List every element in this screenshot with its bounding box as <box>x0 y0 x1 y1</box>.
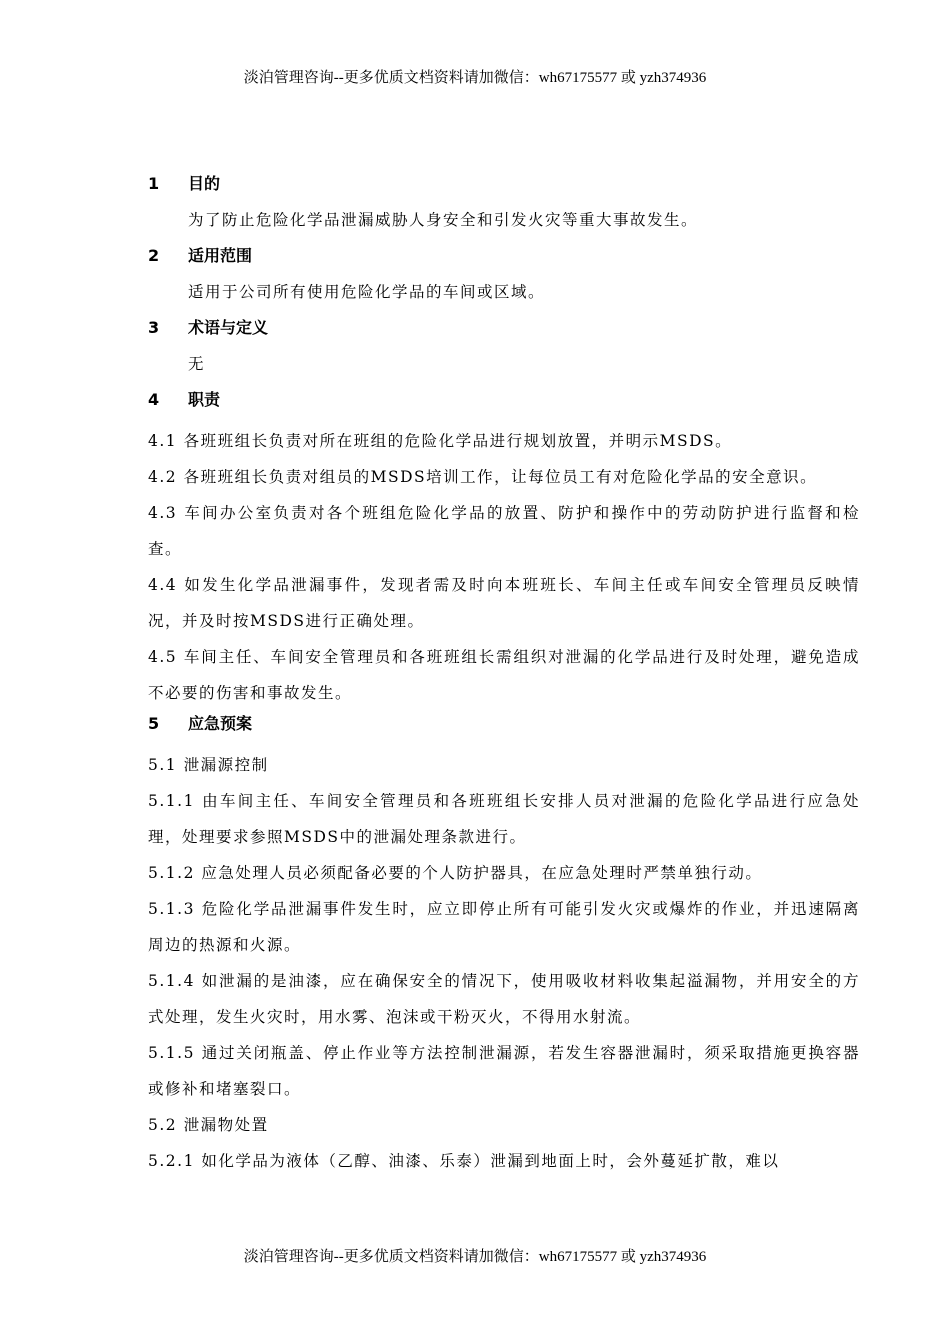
section-number: 3 <box>148 318 160 337</box>
section-heading-2 <box>148 243 860 279</box>
section-number: 5 <box>148 714 160 733</box>
section-heading-4 <box>148 387 860 423</box>
section-title: 术语与定义 <box>188 318 269 337</box>
subsection-5-1: 5.1 泄漏源控制 <box>148 756 269 774</box>
clause-5-1-4: 5.1.4 如泄漏的是油漆，应在确保安全的情况下，使用吸收材料收集起溢漏物，并用安全的方式处理，发生火灾时，用水雾、泡沫或干粉灭火，不得用水射流。 <box>148 972 860 1026</box>
section-title: 应急预案 <box>188 714 253 733</box>
section-number: 1 <box>148 174 160 193</box>
section-body-1: 为了防止危险化学品泄漏威胁人身安全和引发火灾等重大事故发生。 <box>188 211 699 229</box>
section-heading-3 <box>148 315 860 351</box>
page-footer: 淡泊管理咨询--更多优质文档资料请加微信：wh67175577 或 yzh374936 <box>243 1249 707 1265</box>
clause-5-1-3: 5.1.3 危险化学品泄漏事件发生时，应立即停止所有可能引发火灾或爆炸的作业，并迅速隔离周边的热源和火源。 <box>148 900 860 954</box>
subsection-5-2: 5.2 泄漏物处置 <box>148 1116 269 1134</box>
section-heading-5 <box>148 711 860 747</box>
clause-5-1-2: 5.1.2 应急处理人员必须配备必要的个人防护器具，在应急处理时严禁单独行动。 <box>148 864 763 882</box>
clause-5-1-1: 5.1.1 由车间主任、车间安全管理员和各班班组长安排人员对泄漏的危险化学品进行应急处理，处理要求参照MSDS中的泄漏处理条款进行。 <box>148 792 860 846</box>
clause-5-1-5: 5.1.5 通过关闭瓶盖、停止作业等方法控制泄漏源，若发生容器泄漏时，须采取措施更换容器或修补和堵塞裂口。 <box>148 1044 860 1098</box>
section-title: 职责 <box>188 390 221 409</box>
clause-4-4: 4.4 如发生化学品泄漏事件，发现者需及时向本班班长、车间主任或车间安全管理员反映情况，并及时按MSDS进行正确处理。 <box>148 576 860 630</box>
page-header: 淡泊管理咨询--更多优质文档资料请加微信：wh67175577 或 yzh374936 <box>243 70 707 86</box>
section-body-3: 无 <box>188 355 206 373</box>
clause-5-2-1: 5.2.1 如化学品为液体（乙醇、油漆、乐泰）泄漏到地面上时，会外蔓延扩散，难以 <box>148 1152 780 1170</box>
clause-4-1: 4.1 各班班组长负责对所在班组的危险化学品进行规划放置，并明示MSDS。 <box>148 432 733 450</box>
clause-4-5: 4.5 车间主任、车间安全管理员和各班班组长需组织对泄漏的化学品进行及时处理，避免造成不必要的伤害和事故发生。 <box>148 648 860 702</box>
section-body-2: 适用于公司所有使用危险化学品的车间或区域。 <box>188 283 546 301</box>
section-heading-1 <box>148 171 860 207</box>
document-body <box>148 171 860 1179</box>
section-title: 适用范围 <box>188 246 253 265</box>
section-number: 4 <box>148 390 160 409</box>
section-number: 2 <box>148 246 160 265</box>
section-title: 目的 <box>188 174 221 193</box>
clause-4-2: 4.2 各班班组长负责对组员的MSDS培训工作，让每位员工有对危险化学品的安全意识。 <box>148 468 818 486</box>
clause-4-3: 4.3 车间办公室负责对各个班组危险化学品的放置、防护和操作中的劳动防护进行监督和检查。 <box>148 504 860 558</box>
